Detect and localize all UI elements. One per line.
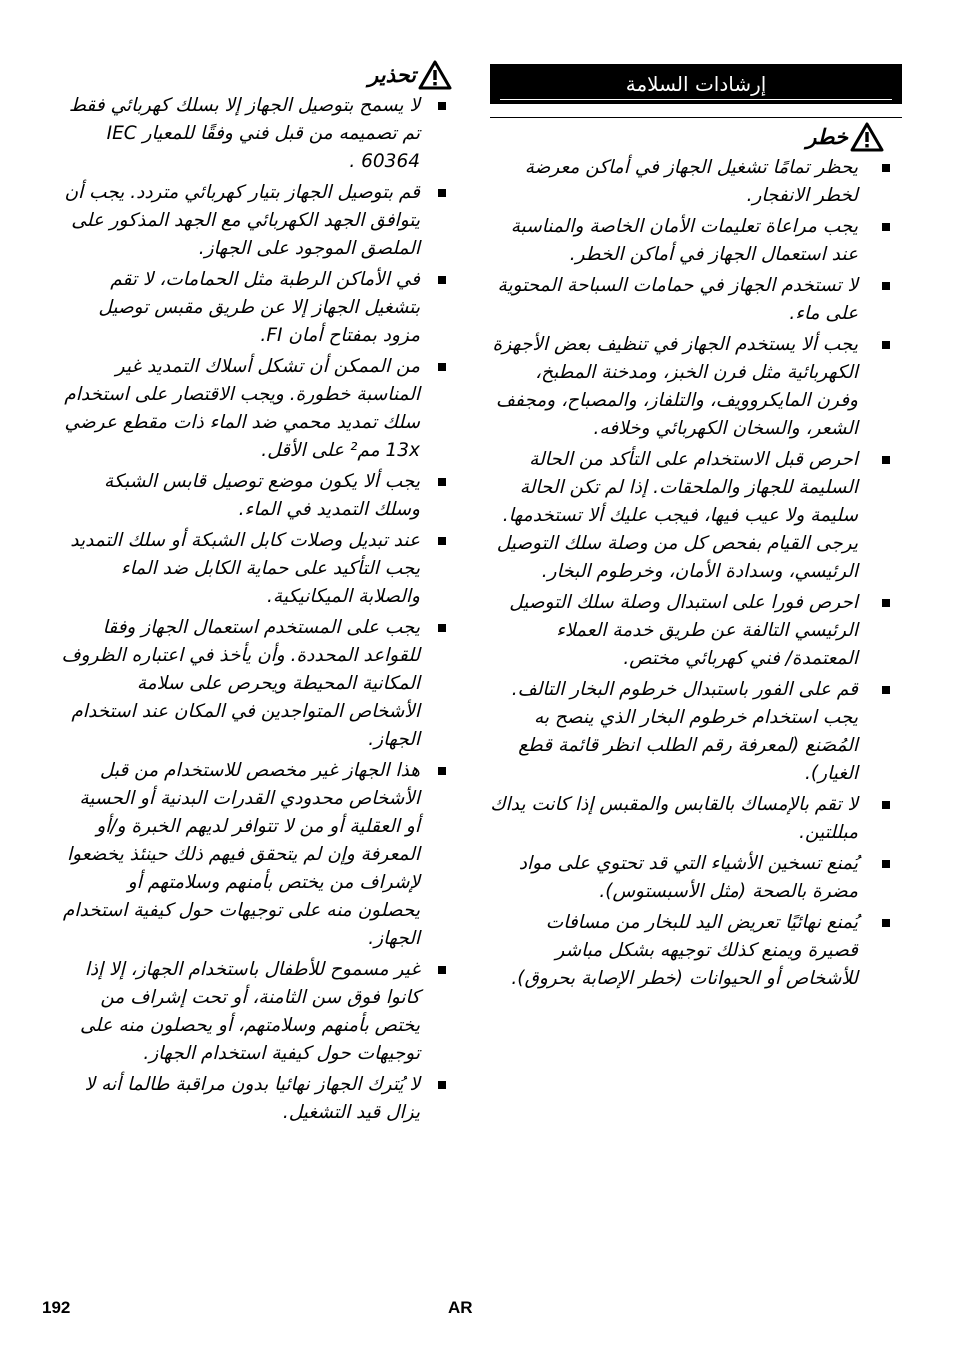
list-item: لا تستخدم الجهاز في حمامات السباحة المحتوية على ماء. (490, 272, 858, 328)
danger-heading-text: خطر (806, 125, 848, 149)
bullet-icon (438, 189, 446, 197)
list-item: من الممكن أن تشكل أسلاك التمديد غير المناسبة خطورة. ويجب الاقتصار على استخدام سلك تمديد محمي ضد الماء ذات مقطع عرضي 13x مم² على الأقل. (60, 353, 420, 465)
list-item: يجب ألا يستخدم الجهاز في تنظيف بعض الأجهزة الكهربائية مثل فرن الخبز، ومدخنة المطبخ، وفرن المايكروويف، والتلفاز، والمصباح، ومجفف الشعر، والسخان الكهربائي وخلافه. (490, 331, 858, 443)
list-item: يجب على المستخدم استعمال الجهاز وفقا للقواعد المحددة. وأن يأخذ في اعتباره الظروف المكانية المحيطة ويحرص على سلامة الأشخاص المتواجدين في المكان عند استخدام الجهاز. (60, 614, 420, 754)
bullet-icon (438, 1081, 446, 1089)
safety-instructions-column (490, 64, 902, 996)
bullet-icon (438, 537, 446, 545)
list-item: هذا الجهاز غير مخصص للاستخدام من قبل الأشخاص محدودي القدرات البدنية أو الحسية أو العقلية أو من لا تتوافر لديهم الخبرة و/أو المعرفة وإن لم يتحقق فيهم ذلك حينئذ يخضعوا لإشراف من يختص بأمنهم وسلامتهم أو يحصلون منه على توجيهات حول كيفية استخدام الجهاز. (60, 757, 420, 953)
bullet-icon (882, 599, 890, 607)
bullet-icon (438, 966, 446, 974)
bullet-icon (438, 102, 446, 110)
bullet-icon (882, 223, 890, 231)
list-item: يُمنع نهائيًا تعريض اليد للبخار من مسافات قصيرة ويمنع كذلك توجيهه بشكل مباشر للأشخاص أو الحيوانات (خطر الإصابة بحروق). (490, 909, 858, 993)
page-number: 192 (42, 1298, 71, 1317)
list-item: غير مسموح للأطفال باستخدام الجهاز، إلا إذا كانوا فوق سن الثامنة، أو تحت إشراف من يختص بأمنهم وسلامتهم، أو يحصلون منه على توجيهات حول كيفية استخدام الجهاز. (60, 956, 420, 1068)
list-item: عند تبديل وصلات كابل الشبكة أو سلك التمديد يجب التأكيد على حماية الكابل ضد الماء والصلابة الميكانيكية. (60, 527, 420, 611)
list-item: يجب مراعاة تعليمات الأمان الخاصة والمناسبة عند استعمال الجهاز في أماكن الخطر. (490, 213, 858, 269)
danger-list (490, 154, 902, 993)
bullet-icon (882, 686, 890, 694)
language-code: AR (448, 1298, 473, 1317)
bullet-icon (438, 767, 446, 775)
bullet-icon (882, 919, 890, 927)
title-divider (490, 117, 902, 118)
list-item: قم على الفور باستبدال خرطوم البخار التالف. يجب استخدام خرطوم البخار الذي ينصح به المُصَنع (لمعرفة رقم الطلب انظر قائمة قطع الغيار). (490, 676, 858, 788)
bullet-icon (882, 341, 890, 349)
bullet-icon (438, 624, 446, 632)
list-item: يجب ألا يكون موضع توصيل قابس الشبكة وسلك التمديد في الماء. (60, 468, 420, 524)
warning-list (60, 92, 452, 1127)
bullet-icon (882, 860, 890, 868)
list-item: لا يُترك الجهاز نهائيا بدون مراقبة طالما أنه لا يزال قيد التشغيل. (60, 1071, 420, 1127)
list-item: في الأماكن الرطبة مثل الحمامات، لا تقم بتشغيل الجهاز إلا عن طريق مقبس توصيل مزود بمفتاح أمان FI. (60, 266, 420, 350)
warning-column (60, 60, 452, 1130)
danger-heading (490, 122, 884, 152)
list-item: قم بتوصيل الجهاز بتيار كهربائي متردد. يجب أن يتوافق الجهد الكهربائي مع الجهد المذكور على الملصق الموجود على الجهاز. (60, 179, 420, 263)
bullet-icon (882, 164, 890, 172)
list-item: يحظر تمامًا تشغيل الجهاز في أماكن معرضة لخطر الانفجار. (490, 154, 858, 210)
bullet-icon (438, 478, 446, 486)
section-title-text: إرشادات السلامة (625, 72, 767, 96)
list-item: احرص قبل الاستخدام على التأكد من الحالة السليمة للجهاز والملحقات. إذا لم تكن الحالة سليمة ولا عيب فيها، فيجب عليك ألا تستخدمها. يرجى القيام بفحص كل من وصلة سلك التوصيل الرئيسي، وسدادة الأمان، وخرطوم البخار. (490, 446, 858, 586)
list-item: لا تقم بالإمساك بالقابس والمقبس إذا كانت يداك مبللتين. (490, 791, 858, 847)
section-title (490, 64, 902, 105)
warning-triangle-icon (850, 122, 884, 152)
bullet-icon (882, 456, 890, 464)
bullet-icon (882, 282, 890, 290)
warning-heading (60, 60, 452, 90)
list-item: احرص فورا على استبدال وصلة سلك التوصيل الرئيسي التالفة عن طريق خدمة العملاء المعتمدة/ فني كهربائي مختص. (490, 589, 858, 673)
bullet-icon (438, 363, 446, 371)
bullet-icon (438, 276, 446, 284)
list-item: يُمنع تسخين الأشياء التي قد تحتوي على مواد مضرة بالصحة (مثل الأسبستوس). (490, 850, 858, 906)
list-item: لا يسمح بتوصيل الجهاز إلا بسلك كهربائي فقط تم تصميمه من قبل فني وفقًا للمعيار IEC 60364 . (60, 92, 420, 176)
warning-triangle-icon (418, 60, 452, 90)
bullet-icon (882, 801, 890, 809)
warning-heading-text: تحذير (368, 63, 416, 87)
